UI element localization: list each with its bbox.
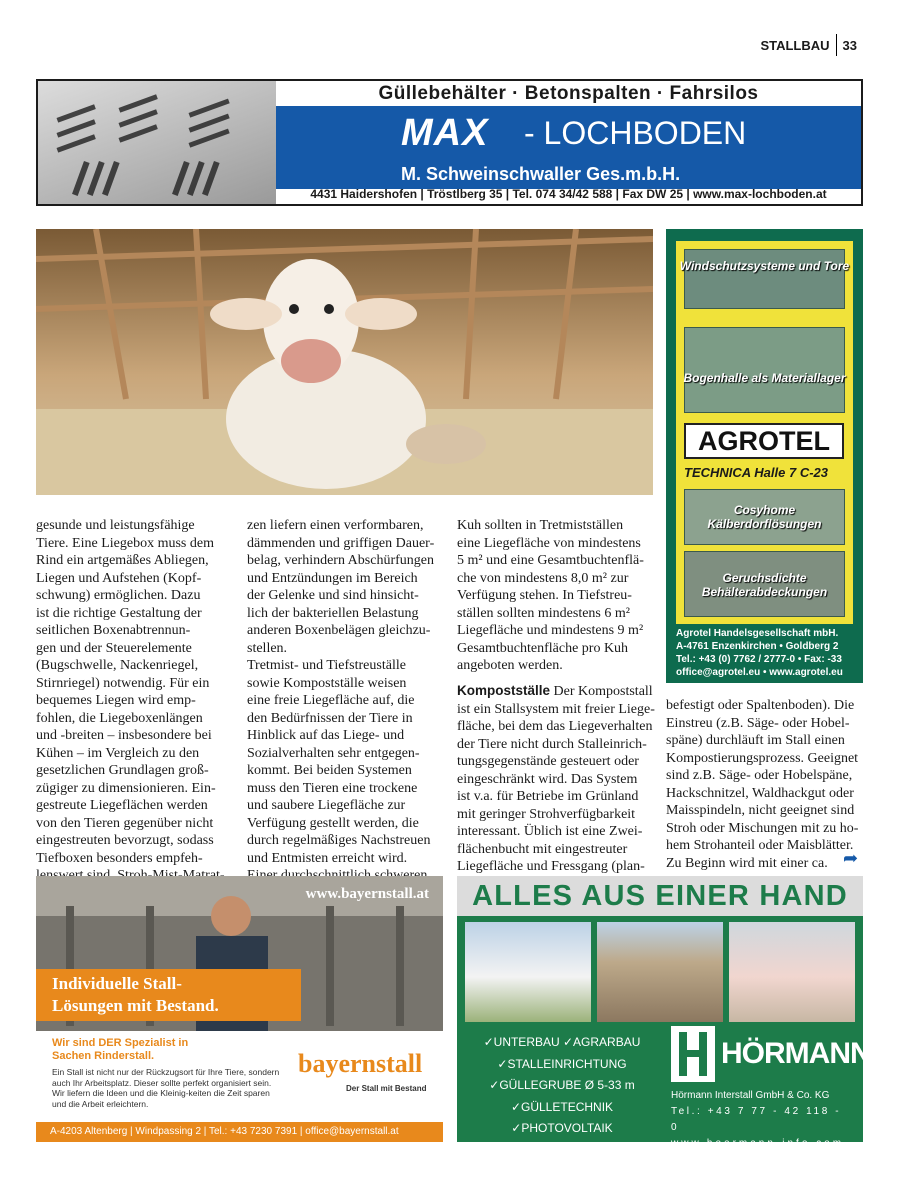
- text-line: Hinblick auf das Liege- und: [247, 728, 405, 743]
- text-line: eine freie Liegefläche auf, die: [247, 693, 415, 708]
- text-line: ist ein Stallsystem mit freier Liege-: [457, 701, 655, 717]
- continue-arrow-icon: ➦: [843, 848, 859, 869]
- max-tagline: Güllebehälter · Betonspalten · Fahrsilos: [378, 83, 759, 104]
- agrotel-banner-4: Geruchsdichte Behälterabdeckungen: [701, 571, 828, 599]
- text-line: zügiger zu dimensionieren. Ein-: [36, 780, 216, 796]
- hoermann-web: www.hoermann-info.com: [671, 1138, 845, 1149]
- hoermann-company: Hörmann Interstall GmbH & Co. KG: [671, 1090, 830, 1101]
- bayernstall-headline: [36, 969, 301, 1021]
- text-line: lich der bakteriellen Belastung: [247, 605, 419, 621]
- text-line: Rind ein artgemäßes Abliegen,: [36, 553, 209, 568]
- text-line: zen liefern einen verformbaren,: [247, 518, 424, 533]
- headline-line-1: Individuelle Stall-: [52, 974, 182, 993]
- text-line: angeboten werden.: [457, 658, 563, 673]
- article-column-1: [36, 517, 236, 885]
- bayernstall-contact: A-4203 Altenberg | Windpassing 2 | Tel.: +43 7230 7391 | office@bayernstall.at: [36, 1122, 443, 1142]
- agrotel-panel: [676, 241, 853, 624]
- text-line: Verfügung gestellt werden, die: [247, 815, 419, 831]
- text-line: Stirnriegel) notwendig. Für ein: [36, 675, 210, 691]
- text-line: und Entzündungen im Bereich: [247, 570, 418, 586]
- text-line: und -breiten – insbesondere bei: [36, 728, 212, 743]
- text-line: hem Strohanteil oder Maisblätter.: [666, 838, 854, 853]
- text-line: Kompostierungsprozess. Geeignet: [666, 750, 859, 766]
- arch-hall-photo: [684, 327, 845, 413]
- service-row-1: ✓UNTERBAU ✓AGRARBAU: [483, 1035, 641, 1049]
- article-column-3b-body: [457, 701, 657, 876]
- hoermann-ad[interactable]: [457, 876, 871, 1149]
- running-header: [760, 34, 857, 56]
- text-line: interessant. Üblich ist eine Zwei-: [457, 824, 643, 839]
- agrotel-company: Agrotel Handelsgesellschaft mbH.: [676, 628, 839, 639]
- text-line: und saubere Liegefläche zur: [247, 798, 406, 813]
- text-line: eine Liegefläche von mindestens: [457, 535, 641, 551]
- bayernstall-ad[interactable]: [36, 876, 443, 1142]
- text-line: ist v.a. für Betriebe im Grünland: [457, 789, 639, 804]
- service-row-5: ✓PHOTOVOLTAIK: [511, 1121, 613, 1136]
- text-line: durch regelmäßiges Nachstreuen: [247, 833, 431, 848]
- hoermann-logo-text: HÖRMANN: [721, 1037, 871, 1070]
- bayernstall-specialist: [52, 1037, 188, 1063]
- headline-line-2: Lösungen mit Bestand.: [52, 996, 219, 1015]
- text-line: gesetzlichen Grundlagen groß-: [36, 763, 209, 778]
- text-line: sind z.B. Säge- oder Hobelspäne,: [666, 768, 853, 783]
- agrotel-logo: AGROTEL: [684, 423, 844, 459]
- agrotel-technica: TECHNICA Halle 7 C-23: [684, 465, 828, 480]
- hoermann-h-icon: [671, 1026, 715, 1082]
- text-line: Gesamtbuchtenfläche pro Kuh: [457, 640, 629, 656]
- service-row-4: ✓GÜLLETECHNIK: [510, 1099, 614, 1114]
- subhead-line: [457, 683, 657, 701]
- hoermann-phone: Tel.: +43 7 77 - 42 118 - 0: [671, 1106, 842, 1133]
- agrotel-contact: [676, 627, 856, 679]
- agrotel-banner-1: Windschutzsysteme und Tore: [679, 259, 850, 273]
- subhead-continuation: Der Kompoststall: [550, 684, 653, 699]
- max-company: M. Schweinschwaller Ges.m.b.H.: [401, 164, 681, 184]
- specialist-line-1: Wir sind DER Spezialist in: [52, 1037, 189, 1049]
- bayernstall-logo: bayernstall: [298, 1049, 423, 1078]
- hoermann-contact: [671, 1088, 853, 1152]
- text-line: Liegen und Aufstehen (Kopf-: [36, 570, 202, 586]
- text-line: kommt. Bei beiden Systemen: [247, 763, 412, 778]
- max-logo-panel: [276, 106, 861, 164]
- windbreak-photo: [684, 249, 845, 309]
- page-number: 33: [842, 37, 857, 53]
- text-line: und Entmisten erreicht wird.: [247, 850, 408, 866]
- pig-pen-photo: [729, 922, 855, 1022]
- bayernstall-url[interactable]: www.bayernstall.at: [305, 886, 429, 902]
- text-line: Tretmist- und Tiefstreuställe: [247, 658, 406, 673]
- text-line: fohlen, die Liegeboxenlängen: [36, 710, 203, 726]
- article-column-3a: [457, 517, 657, 675]
- text-line: dämmenden und griffigen Dauer-: [247, 535, 435, 551]
- text-line: Einstreu (z.B. Säge- oder Hobel-: [666, 715, 850, 731]
- text-line: Kühen – im Vergleich zu den: [36, 745, 200, 761]
- service-row-3: ✓GÜLLEGRUBE Ø 5-33 m: [489, 1078, 635, 1093]
- specialist-line-2: Sachen Rinderstall.: [52, 1050, 155, 1062]
- text-line: Verfügung stehen. In Tiefstreu-: [457, 588, 632, 603]
- agrotel-banner-2: Bogenhalle als Materiallager: [683, 371, 846, 385]
- text-line: von den Tieren gegenüber nicht: [36, 815, 214, 831]
- section-name: STALLBAU: [760, 37, 830, 53]
- cow-in-barn-photo: [36, 229, 653, 495]
- text-line: mit geringer Strohverfügbarkeit: [457, 806, 636, 822]
- concrete-slab-image: [38, 81, 276, 204]
- text-line: Kuh sollten in Tretmistställen: [457, 518, 624, 533]
- text-line: belag, verhindern Abschürfungen: [247, 553, 434, 568]
- text-line: bequemes Liegen wird emp-: [36, 693, 196, 708]
- text-line: Liegefläche und mindestens 9 m²: [457, 623, 644, 638]
- hoermann-logo: [671, 1026, 871, 1082]
- text-line: eingestreuten bevorzugt, sodass: [36, 833, 214, 848]
- text-line: gen und der Steuerelemente: [36, 640, 192, 656]
- agrotel-web: office@agrotel.eu • www.agrotel.eu: [676, 667, 843, 678]
- article-column-4: [666, 697, 866, 872]
- hoermann-title: ALLES AUS EINER HAND: [457, 876, 863, 916]
- text-line: ställen sollten mindestens 6 m²: [457, 605, 630, 621]
- text-line: flächenbucht mit eingestreuter: [457, 841, 628, 857]
- text-line: befestigt oder Spaltenboden). Die: [666, 698, 855, 713]
- slurry-tank-photo: [597, 922, 723, 1022]
- text-line: stellen.: [247, 640, 288, 656]
- text-line: anderen Boxenbelägen gleichzu-: [247, 623, 431, 638]
- text-line: der Tiere nicht durch Stalleinrich-: [457, 736, 647, 752]
- text-line: Sozialverhalten sehr entgegen-: [247, 745, 420, 761]
- max-logo-suffix: - LOCHBODEN: [524, 115, 747, 151]
- text-line: gestreute Liegeflächen werden: [36, 798, 208, 813]
- hoermann-services: [467, 1032, 657, 1140]
- subhead-kompoststaelle: Kompostställe: [457, 683, 551, 698]
- agrotel-ad[interactable]: [666, 229, 863, 683]
- text-line: Liegefläche und Fressgang (plan-: [457, 859, 645, 874]
- text-line: Tiefboxen besonders empfeh-: [36, 850, 203, 866]
- max-lochboden-ad[interactable]: [36, 79, 863, 206]
- text-line: muss den Tieren eine trockene: [247, 780, 418, 796]
- agrotel-banner-3: Cosyhome Kälberdorflösungen: [707, 503, 822, 531]
- text-line: gesunde und leistungsfähige: [36, 518, 195, 533]
- hoermann-brand: [671, 1026, 871, 1152]
- text-line: tungsgegenstände gesteuert oder: [457, 754, 639, 769]
- text-line: späne) durchläuft im Stall einen: [666, 733, 845, 748]
- text-line: ist die richtige Gestaltung der: [36, 605, 202, 621]
- text-line: fläche, bei dem das Liegeverhalten: [457, 719, 653, 734]
- article-column-2: [247, 517, 447, 885]
- text-line: Zu Beginn wird mit einer ca.: [666, 855, 828, 871]
- agrotel-address: A-4761 Enzenkirchen • Goldberg 2: [676, 641, 839, 652]
- text-line: seitlichen Boxenabtrennun-: [36, 623, 191, 638]
- text-line: (Bugschwelle, Nackenriegel,: [36, 658, 199, 673]
- article-column-3b: [457, 683, 657, 876]
- text-line: Maisspindeln, nicht geeignet sind: [666, 803, 855, 818]
- max-address: 4431 Haidershofen | Tröstlberg 35 | Tel. 074 34/42 588 | Fax DW 25 | www.max-lochboden.at: [310, 187, 827, 201]
- header-divider: [836, 34, 837, 56]
- text-line: den Bedürfnissen der Tiere in: [247, 710, 413, 726]
- text-line: eingeschränkt wird. Das System: [457, 771, 638, 787]
- text-line: che von mindestens 8,0 m² zur: [457, 570, 629, 586]
- text-line: Hackschnitzel, Waldhackgut oder: [666, 785, 854, 801]
- text-line: der Gelenke und sind hinsicht-: [247, 588, 419, 603]
- text-line: Tiere. Eine Liegebox muss dem: [36, 535, 214, 551]
- text-line: schwung) ermöglichen. Dazu: [36, 588, 201, 603]
- service-row-2: ✓STALLEINRICHTUNG: [497, 1056, 627, 1071]
- bayernstall-info-panel: [36, 1031, 443, 1129]
- bayernstall-slogan: Der Stall mit Bestand: [346, 1084, 427, 1093]
- text-line: Stroh oder Mischungen mit zu ho-: [666, 820, 859, 836]
- max-logo: MAX: [401, 112, 489, 154]
- barn-exterior-photo: [465, 922, 591, 1022]
- agrotel-phone: Tel.: +43 (0) 7762 / 2777-0 • Fax: -33: [676, 654, 842, 665]
- text-line: sowie Kompostställe weisen: [247, 675, 407, 691]
- bayernstall-description: Ein Stall ist nicht nur der Rückzugsort für Ihre Tiere, sondern auch Ihr Arbeitsplatz. Dieser sollte perfekt organisiert sein. Wir liefern die Ideen und die Kleinig-keiten die Zeit sparen und die Arbeit erleichtern.: [52, 1067, 280, 1109]
- text-line: 5 m² und eine Gesamtbuchtenflä-: [457, 553, 644, 568]
